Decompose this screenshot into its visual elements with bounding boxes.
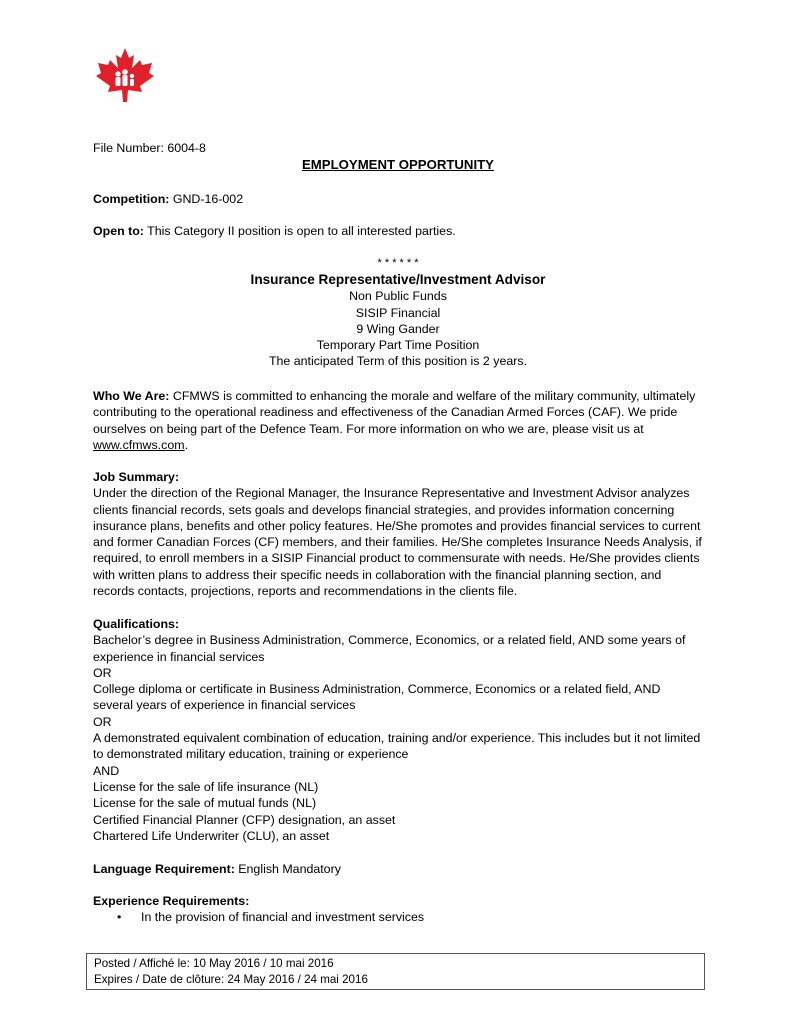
open-to-value: This Category II position is open to all interested parties. — [143, 224, 456, 238]
competition-line — [93, 191, 703, 207]
qualification-item: OR — [93, 665, 112, 680]
qualifications-label: Qualifications: — [93, 617, 180, 631]
competition-value: GND-16-002 — [169, 192, 244, 206]
language-label: Language Requirement: — [93, 862, 235, 876]
expires-date: Expires / Date de clôture: 24 May 2016 / 24 mai 2016 — [94, 973, 368, 986]
position-title: Insurance Representative/Investment Advisor — [250, 272, 546, 287]
position-line: The anticipated Term of this position is 2 years. — [268, 354, 528, 369]
qualification-item: AND — [93, 763, 120, 778]
experience-item: In the provision of financial and investment services — [141, 910, 425, 924]
job-summary-label: Job Summary: — [93, 470, 180, 484]
position-line: Non Public Funds — [349, 289, 447, 304]
position-block — [93, 272, 703, 370]
experience-label: Experience Requirements: — [93, 894, 250, 908]
position-line: Temporary Part Time Position — [316, 338, 480, 353]
position-line: 9 Wing Gander — [356, 321, 440, 336]
qualifications-section — [93, 616, 703, 844]
page-title: EMPLOYMENT OPPORTUNITY — [302, 157, 494, 172]
who-we-are-section — [93, 388, 703, 453]
qualification-item: Bachelor’s degree in Business Administration, Commerce, Economics, or a related field, AND some years of experience in financial services — [93, 633, 686, 664]
language-value: English Mandatory — [234, 862, 341, 876]
qualification-item: Certified Financial Planner (CFP) designation, an asset — [93, 812, 396, 827]
who-we-are-label: Who We Are: — [93, 389, 170, 403]
posted-date: Posted / Affiché le: 10 May 2016 / 10 mai 2016 — [94, 957, 334, 970]
qualification-item: License for the sale of life insurance (NL) — [93, 779, 319, 794]
file-number: File Number: 6004-8 — [93, 141, 206, 155]
qualification-item: License for the sale of mutual funds (NL) — [93, 796, 317, 811]
cfmws-logo — [94, 46, 156, 102]
job-summary-text: Under the direction of the Regional Manager, the Insurance Representative and Investment Advisor analyzes clients financial records, sets goals and develops financial strategies, and provides information concerning insurance plans, benefits and other policy features. He/She promotes and provides financial services to current and former Canadian Forces (CF) members, and their families. He/She completes Insurance Needs Analysis, if required, to enroll members in a SISIP Financial product to commensurate with needs. He/She provides clients with written plans to address their specific needs in collaboration with the financial planning section, and records contacts, projections, reports and recommendations in the clients file. — [93, 486, 702, 599]
section-divider: * * * * * * — [377, 257, 419, 269]
language-requirement — [93, 861, 703, 877]
maple-leaf-family-icon — [94, 46, 156, 102]
open-to-line — [93, 223, 703, 239]
qualification-item: College diploma or certificate in Business Administration, Commerce, Economics or a related field, AND several years of experience in financial services — [93, 682, 661, 713]
position-line: SISIP Financial — [355, 305, 441, 320]
bullet-marker: • — [117, 910, 122, 924]
cfmws-website-link[interactable]: www.cfmws.com — [93, 437, 185, 452]
open-to-label: Open to: — [93, 224, 144, 238]
qualification-item: OR — [93, 714, 112, 729]
posting-dates-box — [86, 953, 705, 990]
qualification-item: A demonstrated equivalent combination of education, training and/or experience. This includes but it not limited to demonstrated military education, training or experience — [93, 731, 701, 762]
who-we-are-after: . — [184, 437, 189, 452]
job-summary-section — [93, 469, 703, 599]
qualification-item: Chartered Life Underwriter (CLU), an asset — [93, 828, 330, 843]
competition-label: Competition: — [93, 192, 170, 206]
who-we-are-text: CFMWS is committed to enhancing the morale and welfare of the military community, ultimately contributing to the operational readiness and effectiveness of the Canadian Armed Forces (CAF). We pride ourselves on being part of the Defence Team. For more information on who we are, please visit us at — [93, 389, 696, 436]
